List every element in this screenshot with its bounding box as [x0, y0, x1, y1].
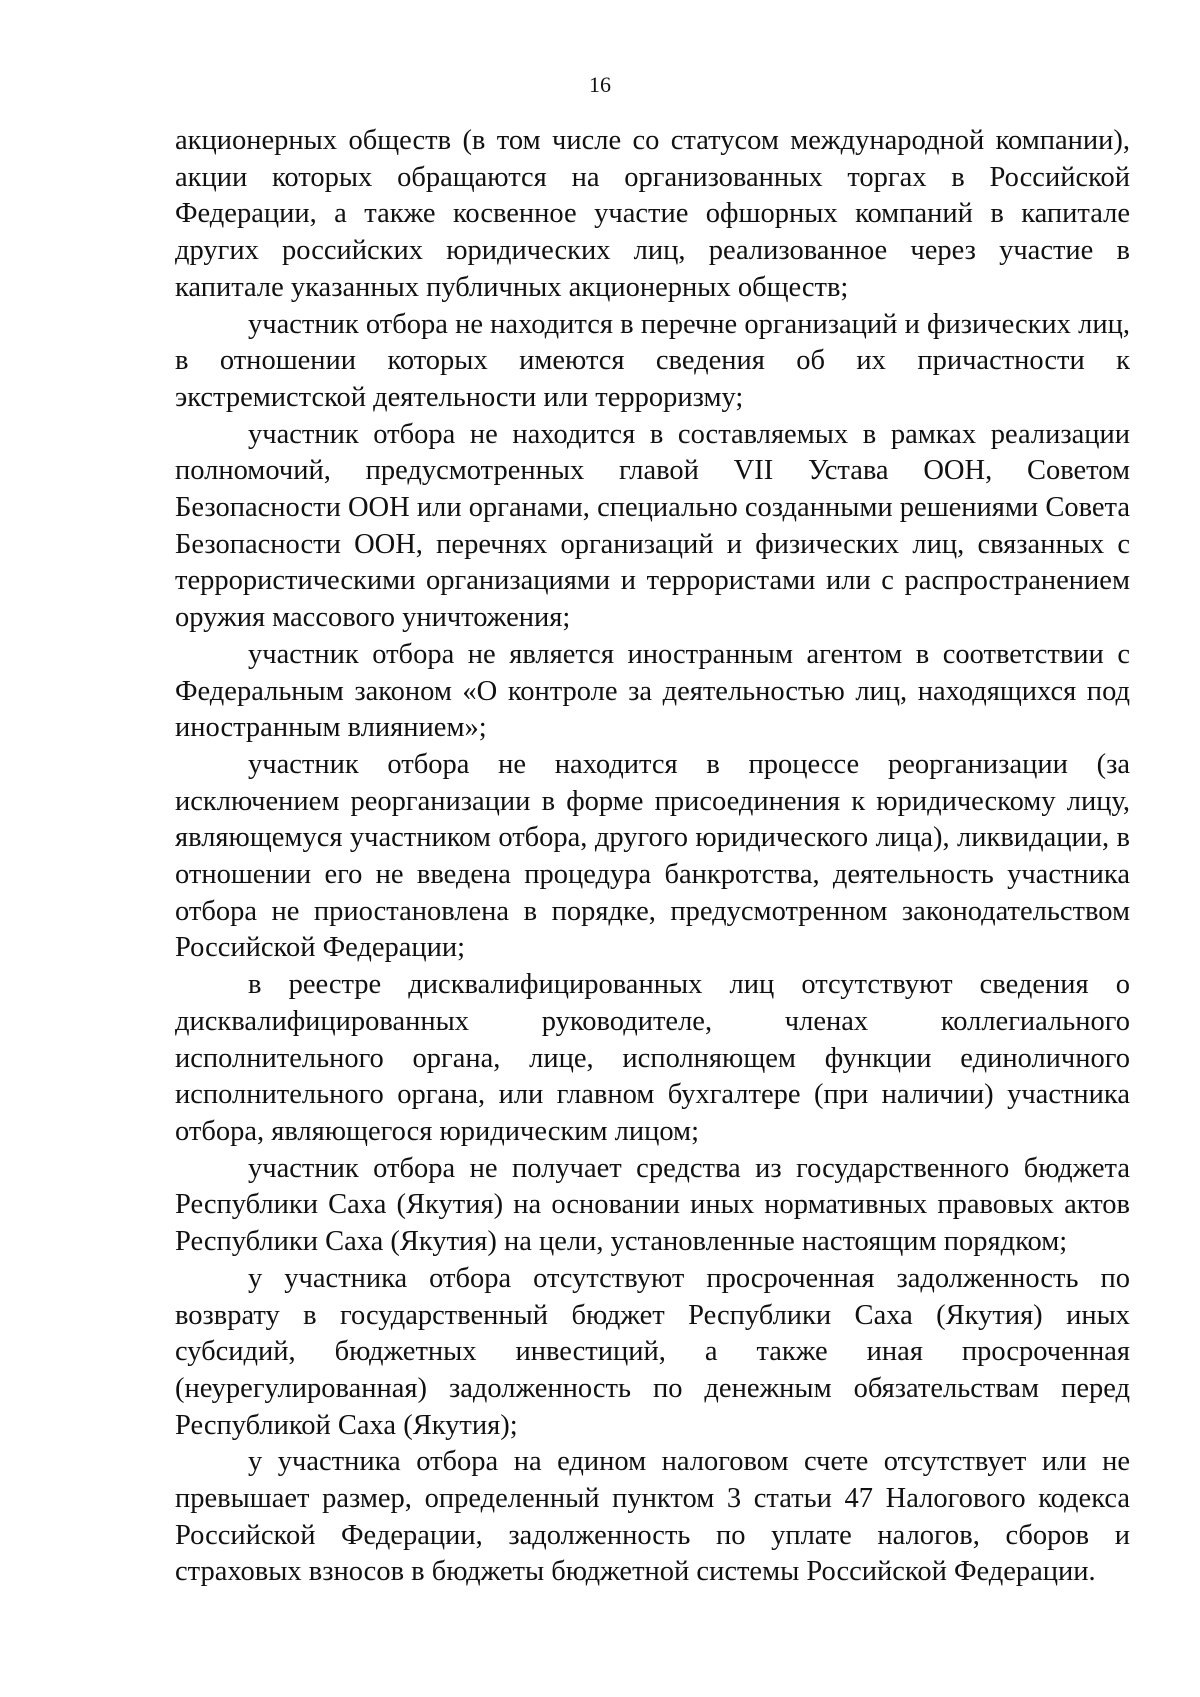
document-body [175, 123, 1130, 1591]
paragraph-reorganization: участник отбора не находится в процессе реорганизации (за исключением реорганизации в форме присоединения к юридическому лицу, являющемуся участником отбора, другого юридического лица), ликвидации, в отношении его не введена процедура банкротства, деятельность участника отбора не приостановлена в порядке, предусмотренном законодательством Российской Федерации; [175, 748, 1130, 964]
page-number: 16 [589, 72, 611, 97]
paragraph-continuation: акционерных обществ (в том числе со статусом международной компании), акции которых обращаются на организованных торгах в Российской Федерации, а также косвенное участие офшорных компаний в капитале других российских юридических лиц, реализованное через участие в капитале указанных публичных акционерных обществ; [175, 125, 1130, 303]
paragraph-extremism-list: участник отбора не находится в перечне организаций и физических лиц, в отношении которых имеются сведения об их причастности к экстремистской деятельности или терроризму; [175, 308, 1130, 413]
paragraph-disqualified-persons: в реестре дисквалифицированных лиц отсутствуют сведения о дисквалифицированных руководителе, членах коллегиального исполнительного органа, лице, исполняющем функции единоличного исполнительного органа, или главном бухгалтере (при наличии) участника отбора, являющегося юридическим лицом; [175, 969, 1130, 1147]
paragraph-overdue-debt: у участника отбора отсутствуют просроченная задолженность по возврату в государственный бюджет Республики Саха (Якутия) иных субсидий, бюджетных инвестиций, а также иная просроченная (неурегулированная) задолженность по денежным обязательствам перед Республикой Саха (Якутия); [175, 1262, 1130, 1441]
paragraph-un-sanctions-list: участник отбора не находится в составляемых в рамках реализации полномочий, предусмотренных главой VII Устава ООН, Советом Безопасности ООН или органами, специально созданными решениями Совета Безопасности ООН, перечнях организаций и физических лиц, связанных с террористическими организациями и террористами или с распространением оружия массового уничтожения; [175, 418, 1130, 634]
paragraph-tax-account: у участника отбора на едином налоговом счете отсутствует или не превышает размер, определенный пунктом 3 статьи 47 Налогового кодекса Российской Федерации, задолженность по уплате налогов, сборов и страховых взносов в бюджеты бюджетной системы Российской Федерации. [175, 1446, 1130, 1588]
paragraph-foreign-agent: участник отбора не является иностранным агентом в соответствии с Федеральным законом «О контроле за деятельностью лиц, находящихся под иностранным влиянием»; [175, 638, 1130, 744]
paragraph-budget-funds: участник отбора не получает средства из государственного бюджета Республики Саха (Якутия) на основании иных нормативных правовых актов Республики Саха (Якутия) на цели, установленные настоящим порядком; [175, 1152, 1130, 1258]
